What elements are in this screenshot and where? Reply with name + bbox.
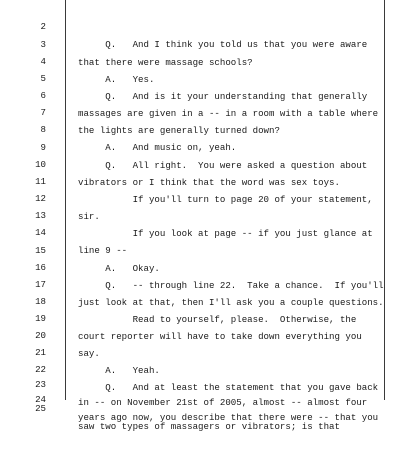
line-number: 23 (35, 379, 46, 390)
line-text: Q. -- through line 22. Take a chance. If you'll (78, 280, 384, 291)
line-number: 12 (35, 193, 46, 204)
line-number: 4 (40, 56, 46, 67)
line-text: years ago now, you describe that there were -- that you (78, 412, 379, 423)
line-number: 18 (35, 296, 46, 307)
line-text: sir. (78, 211, 100, 222)
line-text: Read to yourself, please. Otherwise, the (78, 314, 357, 325)
line-text: Q. And is it your understanding that generally (78, 91, 368, 102)
line-number: 22 (35, 364, 46, 375)
line-number: 8 (40, 124, 46, 135)
line-number: 16 (35, 262, 46, 273)
line-text: If you look at page -- if you just glance at (78, 228, 373, 239)
line-number: 5 (40, 73, 46, 84)
line-text: that there were massage schools? (78, 57, 253, 68)
line-text: A. Yes. (78, 74, 155, 85)
line-text: Q. And at least the statement that you gave back (78, 382, 379, 393)
line-text: saw two types of massagers or vibrators; is that (78, 421, 340, 432)
line-text: Q. All right. You were asked a question about (78, 160, 368, 171)
line-text: just look at that, then I'll ask you a couple questions. (78, 297, 384, 308)
line-text: court reporter will have to take down everything you (78, 331, 362, 342)
line-text: massages are given in a -- in a room with a table where (78, 108, 379, 119)
line-text: A. Okay. (78, 263, 160, 274)
line-number: 21 (35, 347, 46, 358)
line-number: 17 (35, 279, 46, 290)
line-number: 19 (35, 313, 46, 324)
line-number: 3 (40, 39, 46, 50)
line-number: 24 (35, 394, 46, 405)
line-text: line 9 -- (78, 245, 128, 256)
line-text: in -- on November 21st of 2005, almost -- almost four (78, 397, 368, 408)
line-number: 13 (35, 210, 46, 221)
transcript-line (0, 0, 400, 50)
line-text: the lights are generally turned down? (78, 125, 280, 136)
line-text: A. Yeah. (78, 365, 160, 376)
line-text: If you'll turn to page 20 of your statement, (78, 194, 373, 205)
line-number: 15 (35, 245, 46, 256)
line-number: 9 (40, 142, 46, 153)
line-number: 7 (40, 107, 46, 118)
line-number: 6 (40, 90, 46, 101)
line-text: Q. And I think you told us that you were aware (78, 39, 368, 50)
line-text: vibrators or I think that the word was sex toys. (78, 177, 340, 188)
line-number: 20 (35, 330, 46, 341)
line-number: 25 (35, 403, 46, 414)
line-number: 11 (35, 176, 46, 187)
line-text: A. And music on, yeah. (78, 142, 237, 153)
line-number: 10 (35, 159, 46, 170)
line-text: say. (78, 348, 100, 359)
line-number: 2 (40, 21, 46, 32)
line-number: 14 (35, 227, 46, 238)
